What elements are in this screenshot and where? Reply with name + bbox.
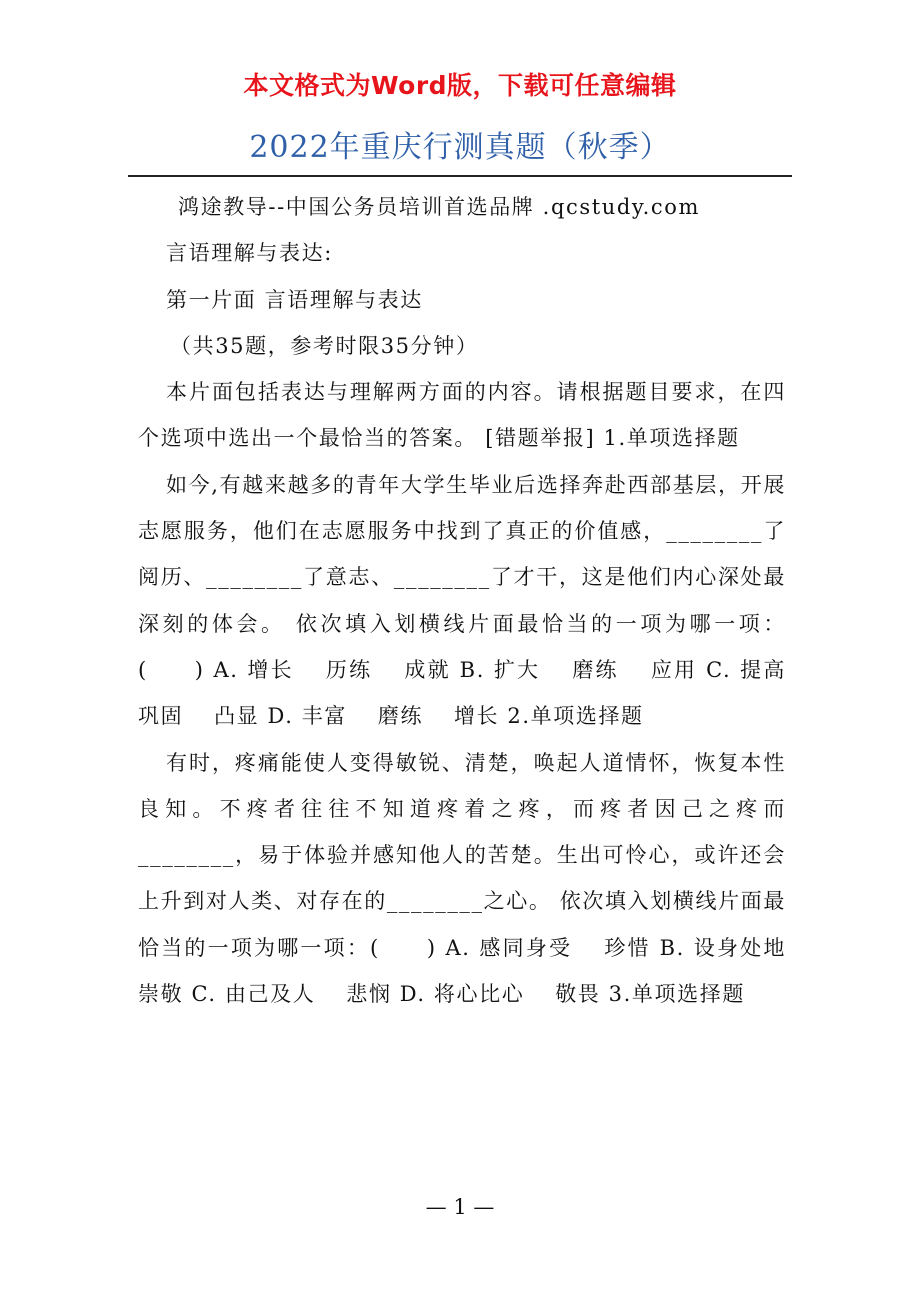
- question-2: 有时，疼痛能使人变得敏锐、清楚，唤起人道情怀，恢复本性良知。不疼者往往不知道疼着之疼，而疼者因己之疼而________，易于体验并感知他人的苦楚。生出可怜心，或许还会上升到对人类、对存在的________之心。 依次填入划横线片面最恰当的一项为哪一项：( ) A. 感同身受 珍惜 B. 设身处地 崇敬 C. 由己及人 悲悯 D. 将心比心 敬畏 3.单项选择题: [138, 750, 817, 1007]
- question-1: 如今,有越来越多的青年大学生毕业后选择奔赴西部基层，开展志愿服务，他们在志愿服务中找到了真正的价值感，________了阅历、________了意志、________了才干，这是他们内心深处最深刻的体会。 依次填入划横线片面最恰当的一项为哪一项：( ) A. 增长 历练 成就 B. 扩大 磨练 应用 C. 提高 巩固 凸显 D. 丰富 磨练 增长 2.单项选择题: [138, 472, 817, 729]
- section-label: 言语理解与表达:: [166, 241, 333, 266]
- document-title: 2022年重庆行测真题（秋季）: [249, 130, 671, 165]
- document-body: [138, 184, 817, 1017]
- download-banner: 本文格式为Word版，下载可任意编辑: [243, 71, 677, 100]
- instructions-paragraph: 本片面包括表达与理解两方面的内容。请根据题目要求，在四个选项中选出一个最恰当的答案。 [错题举报] 1.单项选择题: [138, 380, 786, 451]
- part-heading: 第一片面 言语理解与表达: [166, 287, 423, 312]
- question-count: （共35题，参考时限35分钟）: [170, 333, 479, 358]
- title-divider: [128, 175, 792, 177]
- page-number: — 1 —: [425, 1195, 495, 1219]
- brand-line: 鸿途教导--中国公务员培训首选品牌 .qcstudy.com: [178, 195, 700, 219]
